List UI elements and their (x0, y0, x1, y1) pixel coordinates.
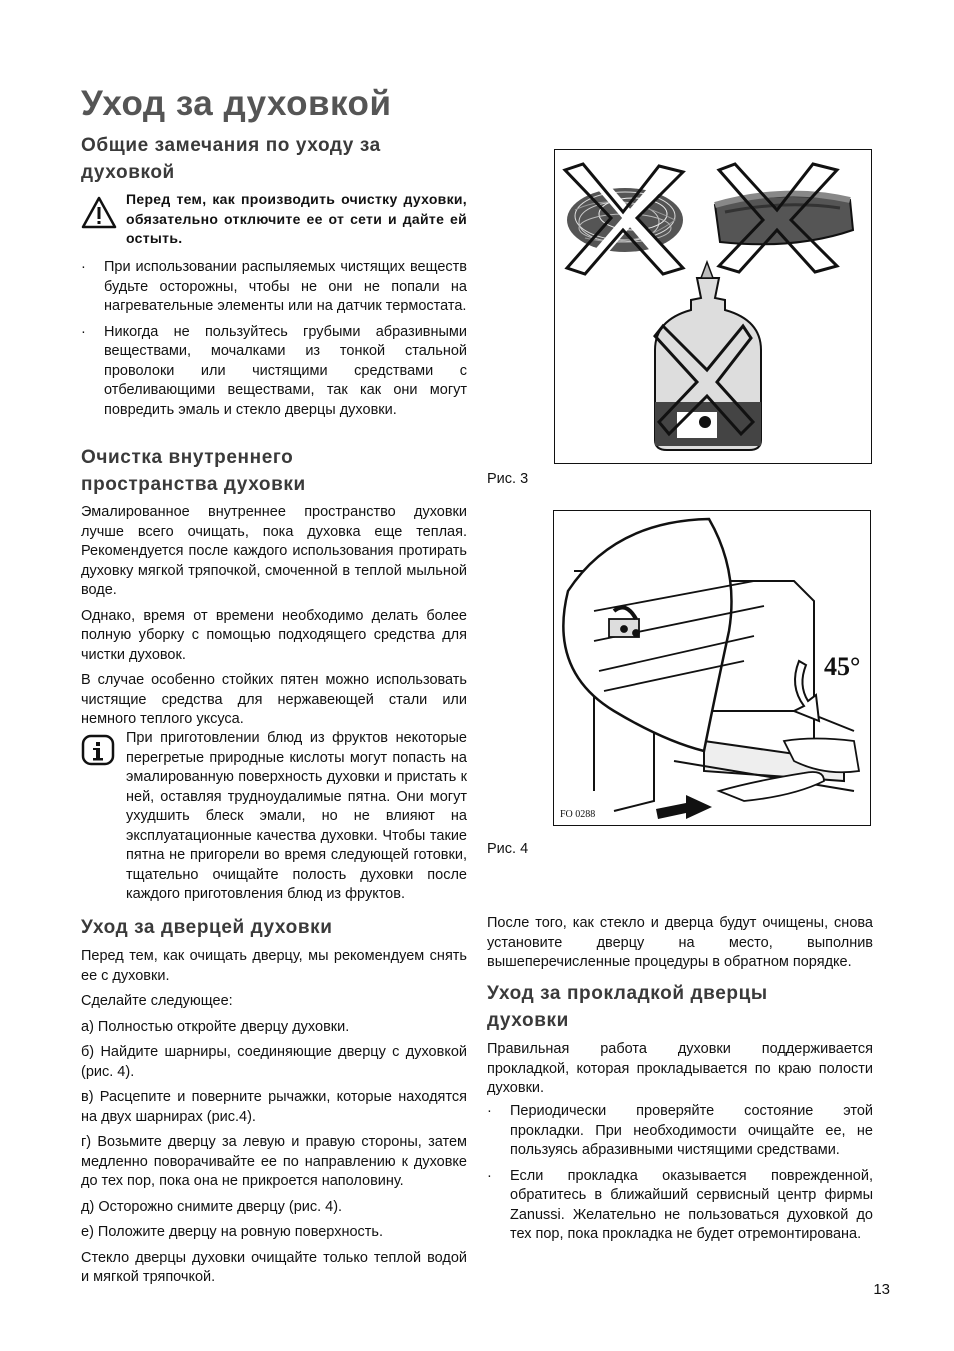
rotate-arrow-icon (794, 661, 819, 721)
interior-paragraphs (81, 503, 467, 736)
list-item: · Никогда не пользуйтесь грубыми абразивными веществами, мочалками из тонкой стальной проволоки или чистящими средствами с отбеливающими веществами, так как они могут повредить эмаль и стекло дверцы духовки. (81, 323, 467, 421)
door-paragraphs (81, 947, 467, 1294)
figure-4 (553, 510, 871, 826)
section-heading-door: Уход за дверцей духовки (81, 917, 333, 938)
paragraph: д) Осторожно снимите дверцу (рис. 4). (81, 1198, 343, 1215)
warning-icon (81, 196, 117, 232)
section-heading-general: Общие замечания по уходу за духовкой (81, 135, 381, 183)
warning-text: Перед тем, как производить очистку духовки, обязательно отключите ее от сети и дайте ей остыть. (126, 191, 467, 246)
paragraph: Однако, время от времени необходимо делать более полную уборку с помощью подходящего средства для чистки духовок. (81, 607, 467, 663)
list-item: · При использовании распыляемых чистящих веществ будьте осторожны, чтобы не они не попали на нагревательные элементы или на датчик термостата. (81, 258, 467, 317)
paragraph: б) Найдите шарниры, соединяющие дверцу с духовкой (рис. 4). (81, 1044, 467, 1080)
list-item: · Периодически проверяйте состояние этой прокладки. При необходимости очищайте ее, не пользуясь абразивными чистящими средствами. (487, 1102, 873, 1161)
figure-4-caption: Рис. 4 (487, 841, 529, 857)
detail-magnifier (563, 519, 731, 751)
info-text: При приготовлении блюд из фруктов некоторые перегретые природные кислоты могут попасть на эмалированную поверхность духовки и пристать к ней, оставляя трудноудалимые пятна. Они могут ухудшить блеск эмали, но не влияют на эксплуатационные качества духовки. Чтобы такие пятна не пригорели во время следующей готовки, тщательно очищайте полость духовки после каждого приготовления блюд из фруктов. (126, 730, 467, 902)
paragraph: В случае особенно стойких пятен можно использовать чистящие средства для нержавеющей стали или немного теплого уксуса. (81, 672, 467, 727)
gasket-bullets (487, 1102, 873, 1251)
paragraph: Эмалированное внутреннее пространство духовки лучше всего очищать, пока духовка еще теплая. Рекомендуется после каждого использования протирать духовку мягкой тряпочкой, смоченной в теплой мыльной воде. (81, 504, 467, 598)
section-heading-gasket: Уход за прокладкой дверцы духовки (487, 983, 768, 1031)
gasket-intro (487, 1040, 873, 1105)
paragraph: После того, как стекло и дверца будут очищены, снова установите дверцу на место, выполнив вышеперечисленные процедуры в обратном порядке. (487, 915, 873, 970)
door-reinstall-text (487, 914, 873, 979)
paragraph: е) Положите дверцу на ровную поверхность. (81, 1224, 384, 1240)
general-bullets (81, 258, 467, 426)
chemical-bottle-illustration (655, 262, 761, 450)
info-icon (81, 734, 117, 770)
figure-3 (554, 149, 872, 464)
section-heading-interior: Очистка внутреннего пространства духовки (81, 447, 306, 495)
paragraph: Перед тем, как очищать дверцу, мы рекомендуем снять ее с духовки. (81, 948, 467, 984)
figure-code: FO 0288 (560, 809, 596, 820)
list-item: · Если прокладка оказывается поврежденной, обратитесь в ближайший сервисный центр фирмы Zanussi. Желательно не пользоваться духовкой до тех пор, пока прокладка не будет отремонтирована. (487, 1167, 873, 1245)
angle-label: 45° (824, 652, 861, 681)
paragraph: в) Расцепите и поверните рычажки, которые находятся на двух шарнирах (рис.4). (81, 1089, 467, 1125)
figure-3-caption: Рис. 3 (487, 471, 529, 487)
page-number: 13 (873, 1281, 890, 1298)
paragraph: а) Полностью откройте дверцу духовки. (81, 1018, 350, 1035)
paragraph: Стекло дверцы духовки очищайте только теплой водой и мягкой тряпочкой. (81, 1249, 467, 1285)
paragraph: г) Возьмите дверцу за левую и правую стороны, затем медленно поворачивайте ее по направлению к духовке до тех пор, пока она не прикроется наполовину. (81, 1134, 467, 1189)
page-title: Уход за духовкой (81, 84, 392, 123)
pull-arrow-icon (656, 795, 712, 819)
paragraph: Правильная работа духовки поддерживается прокладкой, которая прокладывается по краю полости духовки. (487, 1041, 873, 1096)
paragraph: Сделайте следующее: (81, 993, 233, 1009)
